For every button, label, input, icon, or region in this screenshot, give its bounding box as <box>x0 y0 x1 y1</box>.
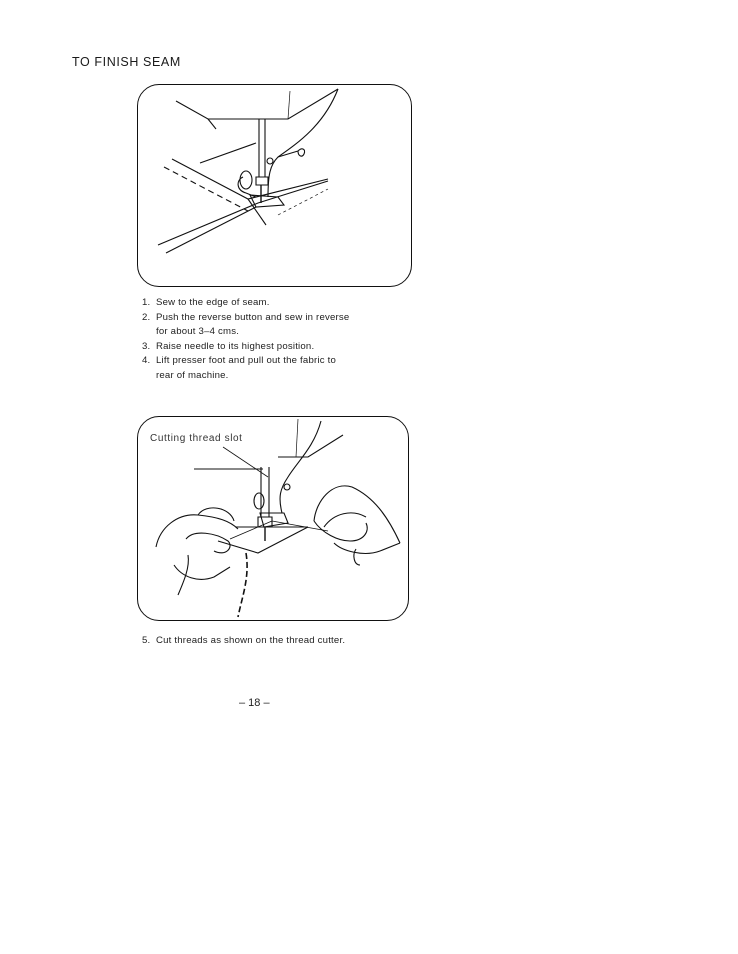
step-item <box>142 634 402 649</box>
section-heading: TO FINISH SEAM <box>72 55 181 69</box>
step-text: Raise needle to its highest position. <box>156 340 315 352</box>
steps-list-1 <box>142 296 402 383</box>
step-number: 3. <box>142 340 151 352</box>
step-text: Push the reverse button and sew in reverse <box>156 311 350 323</box>
step-number: 4. <box>142 355 151 366</box>
step-item <box>142 311 402 326</box>
step-item-continued <box>142 369 402 384</box>
step-number: 5. <box>142 635 151 646</box>
step-number: 2. <box>142 311 151 323</box>
step-item <box>142 296 402 311</box>
step-text: Lift presser foot and pull out the fabric to <box>156 355 336 366</box>
step-item <box>142 354 402 369</box>
cutting-thread-slot-label: Cutting thread slot <box>150 433 243 444</box>
step-text-continued: rear of machine. <box>156 369 229 381</box>
step-text-continued: for about 3–4 cms. <box>156 326 240 337</box>
step-item-continued <box>142 325 402 340</box>
cut-threads-illustration <box>137 416 409 621</box>
step-text: Cut threads as shown on the thread cutter. <box>156 635 346 646</box>
page-number: – 18 – <box>239 697 270 709</box>
step-item <box>142 340 402 355</box>
finish-seam-illustration <box>137 84 412 287</box>
step-text: Sew to the edge of seam. <box>156 297 270 308</box>
steps-list-2 <box>142 634 402 649</box>
step-number: 1. <box>142 297 151 308</box>
